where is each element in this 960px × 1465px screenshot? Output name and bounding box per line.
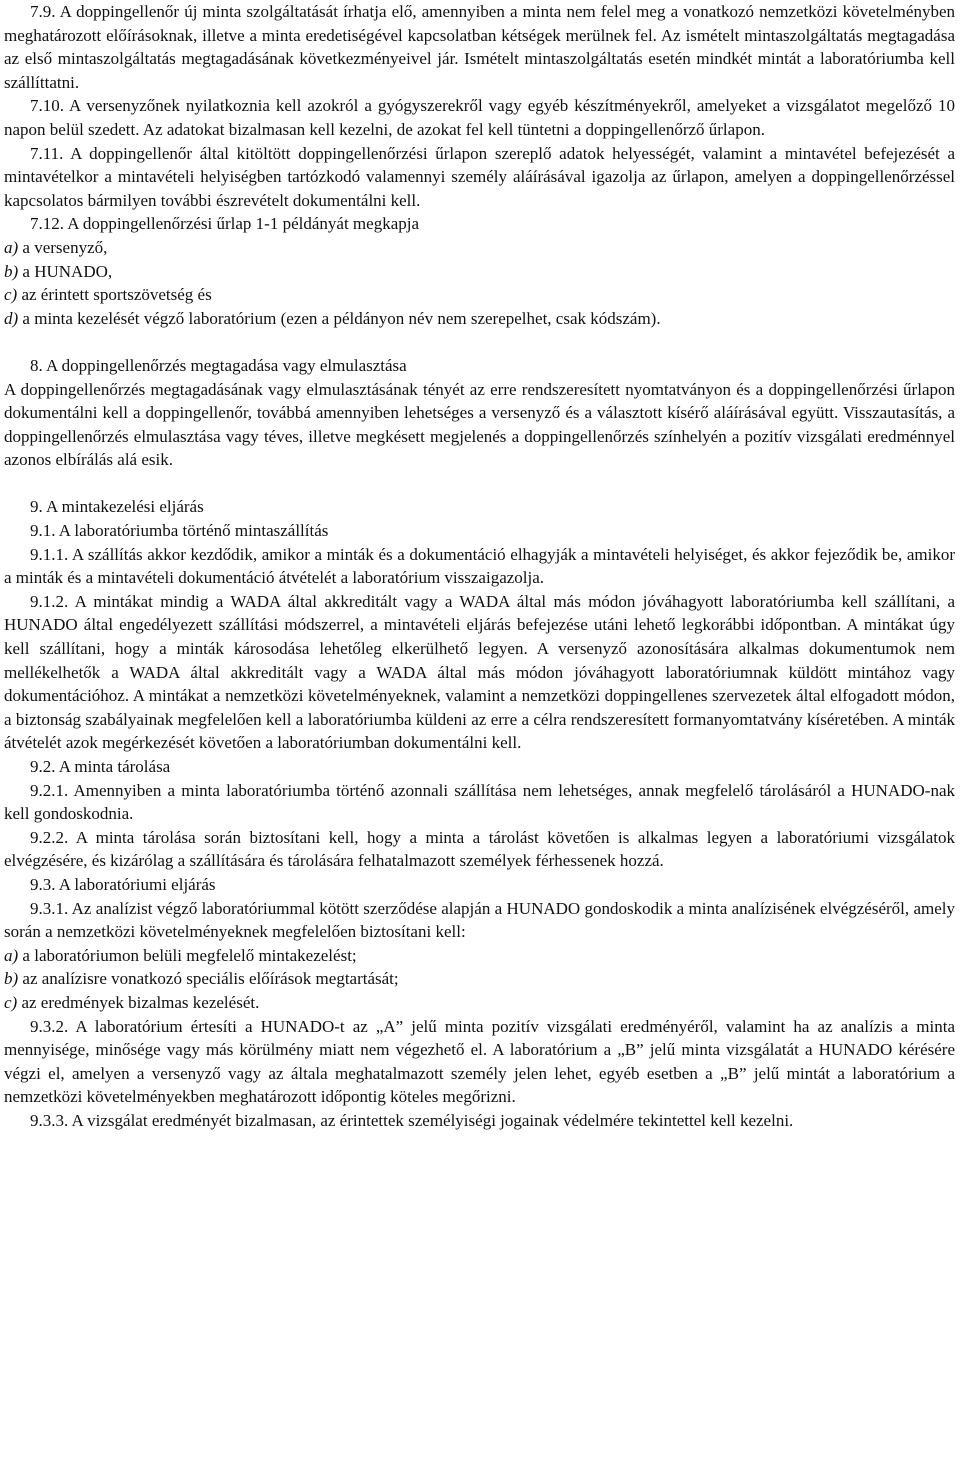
paragraph-9-1: 9.1. A laboratóriumba történő mintaszállítás	[30, 521, 329, 541]
list-item-text: a laboratóriumon belüli megfelelő mintakezelést;	[22, 945, 357, 965]
paragraph-9-2: 9.2. A minta tárolása	[30, 757, 171, 776]
list-marker: b)	[4, 969, 19, 989]
paragraph: A doppingellenőrzés megtagadásának vagy elmulasztásának tényét az erre rendszeresített nyomtatványon és a doppingellenőrzési űrlapon dokumentálni kell a doppingellenőr, továbbá amennyiben lehetséges a versenyző és a választott kísérő aláírásával együtt. Visszautasítás, a doppingellenőrzés elmulasztása vagy téves, illetve megkésett megjelenés a doppingellenőrzés színhelyén a pozitív vizsgálati eredménnyel azonos elbírálás alá esik.	[4, 379, 955, 470]
list-marker: b)	[4, 261, 19, 281]
list-item-text: az érintett sportszövetség és	[21, 285, 212, 305]
paragraph-9-3-3: 9.3.3. A vizsgálat eredményét bizalmasan, az érintettek személyiségi jogainak védelmére tekintettel kell kezelni.	[30, 1110, 794, 1130]
list-marker: d)	[4, 308, 19, 328]
list-item	[4, 991, 955, 1015]
paragraph-7-10: 7.10. A versenyzőnek nyilatkoznia kell azokról a gyógyszerekről vagy egyéb készítményekről, amelyeket a vizsgálatot megelőző 10 napon belül szedett. Az adatokat bizalmasan kell kezelni, de azokat fel kell tüntetni a doppingellenőrző űrlapon.	[4, 96, 955, 139]
list-item	[4, 944, 955, 968]
list-item-text: a minta kezelését végző laboratórium (ezen a példányon név nem szerepelhet, csak kódszám).	[22, 308, 661, 328]
list-item	[4, 260, 955, 284]
list-item-text: a HUNADO,	[22, 261, 113, 281]
paragraph-7-11: 7.11. A doppingellenőr által kitöltött doppingellenőrzési űrlapon szereplő adatok helyességét, valamint a mintavétel befejezését a mintavételkor a mintavételi helyiségben tartózkodó valamennyi személy aláírásával igazolja az űrlapon, amelyen a doppingellenőrzéssel kapcsolatos bármilyen további észrevételt dokumentálni kell.	[4, 143, 955, 210]
paragraph-9-1-1: 9.1.1. A szállítás akkor kezdődik, amikor a minták és a dokumentáció elhagyják a mintavételi helyiséget, és akkor fejeződik be, amikor a minták és a mintavételi dokumentáció átvételét a laboratórium visszaigazolja.	[4, 544, 955, 588]
paragraph-9-3-2: 9.3.2. A laboratórium értesíti a HUNADO-t az „A” jelű minta pozitív vizsgálati eredményéről, valamint ha az analízis a minta mennyisége, minősége vagy más körülmény miatt nem végezhető el. A laboratórium a „B” jelű minta vizsgálatát a HUNADO kérésére végzi el, amelyen a versenyző vagy az általa meghatalmazott személy jelen lehet, egyéb esetben a „B” jelű mintát a laboratórium a nemzetközi követelményekben meghatározott időpontig köteles megőrizni.	[4, 1016, 955, 1107]
list-item	[4, 307, 955, 331]
list-marker: c)	[4, 992, 18, 1012]
section-spacer	[4, 472, 955, 496]
paragraph-7-12: 7.12. A doppingellenőrzési űrlap 1-1 példányát megkapja	[30, 214, 420, 234]
list-marker: c)	[4, 285, 18, 305]
paragraph-8: 8. A doppingellenőrzés megtagadása vagy elmulasztása	[30, 355, 407, 375]
list-item-text: a versenyző,	[22, 237, 108, 257]
list-item	[4, 236, 955, 260]
paragraph-9-2-2: 9.2.2. A minta tárolása során biztosítani kell, hogy a minta a tárolást követően is alkalmas legyen a laboratóriumi vizsgálatok elvégzésére, és kizárólag a szállítására és tárolására felhatalmazott személyek férhessenek hozzá.	[4, 827, 955, 871]
paragraph-9-2-1: 9.2.1. Amennyiben a minta laboratóriumba történő azonnali szállítása nem lehetséges, annak megfelelő tárolásáról a HUNADO-nak kell gondoskodnia.	[4, 780, 955, 824]
list-marker: a)	[4, 237, 19, 257]
list-item	[4, 283, 955, 307]
list-marker: a)	[4, 945, 19, 965]
section-spacer	[4, 330, 955, 354]
list-item-text: az eredmények bizalmas kezelését.	[21, 992, 260, 1012]
paragraph-9-1-2: 9.1.2. A mintákat mindig a WADA által akkreditált vagy a WADA által más módon jóváhagyott laboratóriumba kell szállítani, a HUNADO által engedélyezett szállítási módszerrel, a mintavételi eljárás befejezése utáni lehető legkorábbi időpontban. A mintákat úgy kell szállítani, hogy a minták károsodása lehetőleg elkerülhető legyen. A versenyző azonosítására alkalmas dokumentumok nem mellékelhetők a WADA által akkreditált vagy a WADA által más módon jóváhagyott laboratóriumnak küldött mintához vagy dokumentációhoz. A mintákat a nemzetközi követelményeknek, valamint a nemzetközi doppingellenes szervezetek által elfogadott módon, a biztonság szabályainak megfelelően kell a laboratóriumba küldeni az erre a célra rendszeresített formanyomtatvány kíséretében. A minták átvételét azok megérkezését követően a laboratóriumban dokumentálni kell.	[4, 591, 955, 753]
paragraph-7-9: 7.9. A doppingellenőr új minta szolgáltatását írhatja elő, amennyiben a minta nem felel meg a vonatkozó nemzetközi követelményben meghatározott előírásoknak, illetve a minta eredetiségével kapcsolatban kétségek merülnek fel. Az ismételt mintaszolgáltatás megtagadása az első mintaszolgáltatás megtagadásának következményeivel jár. Ismételt mintaszolgáltatás esetén mindkét mintát a laboratóriumba kell szállíttatni.	[4, 2, 955, 92]
list-item-text: az analízisre vonatkozó speciális előírások megtartását;	[22, 969, 399, 989]
paragraph-9-3-1: 9.3.1. Az analízist végző laboratóriummal kötött szerződése alapján a HUNADO gondoskodik a minta analízisének elvégzéséről, amely során a nemzetközi követelményeknek megfelelően biztosítani kell:	[4, 898, 955, 942]
paragraph-9: 9. A mintakezelési eljárás	[30, 497, 204, 517]
list-item	[4, 967, 955, 991]
paragraph-9-3: 9.3. A laboratóriumi eljárás	[30, 874, 216, 894]
